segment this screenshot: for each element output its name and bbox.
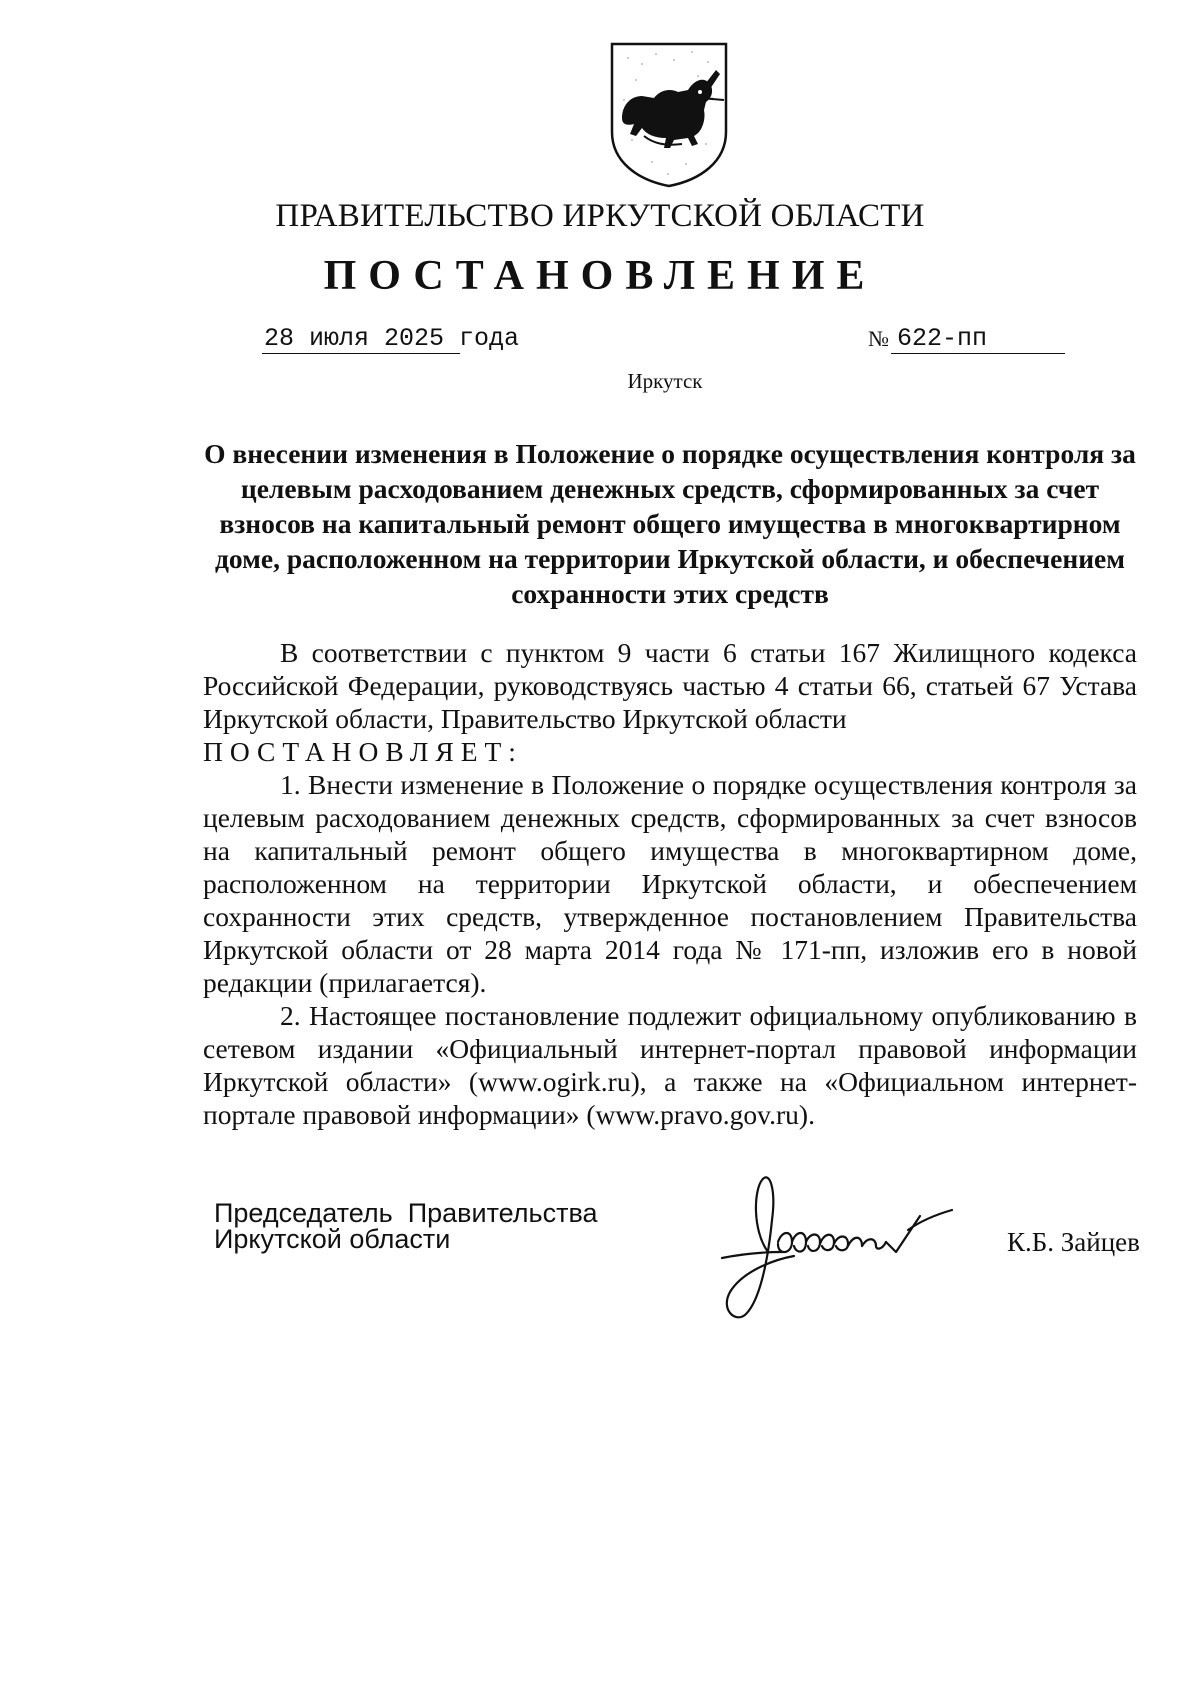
document-body xyxy=(203,636,1137,1131)
handwritten-signature-icon xyxy=(712,1160,982,1328)
number-underline xyxy=(891,353,1065,354)
signatory-role xyxy=(214,1200,598,1252)
date-underline xyxy=(262,353,460,354)
document-date: 28 июля 2025 года xyxy=(264,324,520,353)
government-title: ПРАВИТЕЛЬСТВО ИРКУТСКОЙ ОБЛАСТИ xyxy=(275,198,925,234)
item-1-paragraph: 1. Внести изменение в Положение о порядке осуществления контроля за целевым расходованием денежных средств, сформированных за счет взносов на капитальный ремонт общего имущества в многоквартирном доме, расположенном на территории Иркутской области, и обеспечением сохранности этих средств, утвержденное постановлением Правительства Иркутской области от 28 марта 2014 года № 171-пп, изложив его в новой редакции (прилагается). xyxy=(203,769,1137,998)
number-sign: № xyxy=(868,326,889,351)
document-subject: О внесении изменения в Положение о порядке осуществления контроля за целевым расходованием денежных средств, сформированных за счет взносов на капитальный ремонт общего имущества в многоквартирном доме, расположенном на территории Иркутской области, и обеспечением сохранности этих средств xyxy=(204,438,1136,609)
intro-paragraph: В соответствии с пунктом 9 части 6 статьи 167 Жилищного кодекса Российской Федерации, руководствуясь частью 4 статьи 66, статьей 67 Устава Иркутской области, Правительство Иркутской области xyxy=(203,637,1137,734)
signatory-role-line-2: Иркутской области xyxy=(214,1224,451,1254)
document-type: ПОСТАНОВЛЕНИЕ xyxy=(323,253,877,299)
document-number: 622-пп xyxy=(897,324,988,353)
signatory-name: К.Б. Зайцев xyxy=(1007,1227,1140,1257)
resolves-line: ПОСТАНОВЛЯЕТ: xyxy=(203,736,523,767)
item-2-paragraph: 2. Настоящее постановление подлежит официальному опубликованию в сетевом издании «Официальный интернет-портал правовой информации Иркутской области» (www.ogirk.ru), а также на «Официальном интернет-портале правовой информации» (www.pravo.gov.ru). xyxy=(203,1000,1137,1130)
document-city: Иркутск xyxy=(627,369,703,393)
coat-of-arms-icon xyxy=(608,40,730,188)
signatory-role-line-1: Председатель Правительства xyxy=(214,1198,598,1228)
